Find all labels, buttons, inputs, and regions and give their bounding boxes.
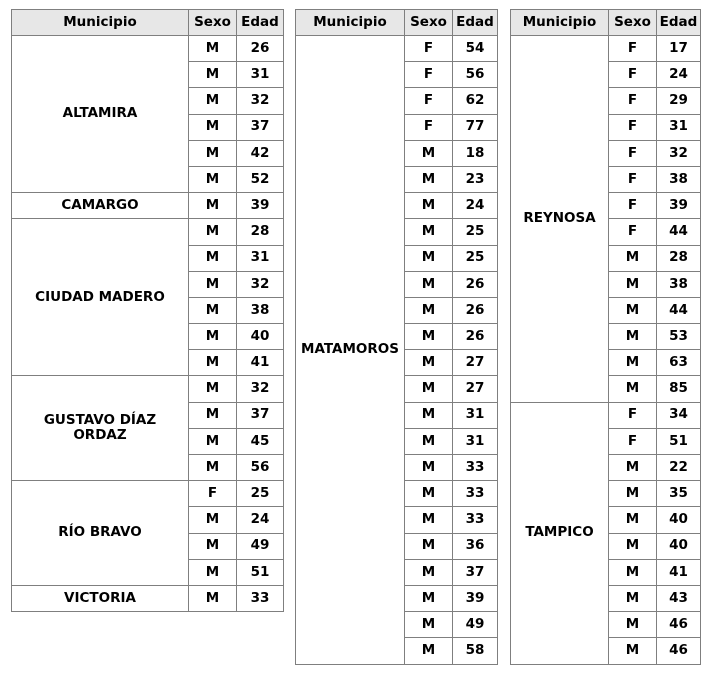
table-row (12, 585, 284, 611)
sexo-cell: M (405, 559, 453, 585)
sexo-cell: M (405, 193, 453, 219)
sexo-cell: M (189, 36, 237, 62)
edad-cell: 26 (453, 324, 498, 350)
table-row (12, 219, 284, 245)
edad-cell: 39 (453, 585, 498, 611)
edad-cell: 41 (657, 559, 701, 585)
sexo-cell: F (405, 62, 453, 88)
edad-cell: 37 (453, 559, 498, 585)
sexo-cell: M (189, 559, 237, 585)
sexo-cell: M (405, 455, 453, 481)
table-row (12, 36, 284, 62)
sexo-cell: F (609, 166, 657, 192)
sexo-cell: M (189, 140, 237, 166)
sexo-cell: M (189, 297, 237, 323)
sexo-cell: F (609, 219, 657, 245)
edad-cell: 31 (237, 245, 284, 271)
sexo-cell: M (405, 428, 453, 454)
sexo-cell: M (405, 402, 453, 428)
sexo-cell: M (609, 585, 657, 611)
sexo-cell: M (609, 559, 657, 585)
sexo-cell: M (405, 350, 453, 376)
sexo-cell: M (609, 245, 657, 271)
sexo-cell: M (609, 324, 657, 350)
header-edad: Edad (237, 10, 284, 36)
edad-cell: 51 (237, 559, 284, 585)
edad-cell: 27 (453, 350, 498, 376)
municipio-cell: RÍO BRAVO (12, 481, 189, 586)
sexo-cell: M (189, 428, 237, 454)
sexo-cell: F (405, 36, 453, 62)
sexo-cell: M (609, 350, 657, 376)
header-municipio: Municipio (12, 10, 189, 36)
edad-cell: 42 (237, 140, 284, 166)
edad-cell: 41 (237, 350, 284, 376)
edad-cell: 32 (237, 271, 284, 297)
sexo-cell: M (189, 533, 237, 559)
municipio-cell: TAMPICO (511, 402, 609, 664)
sexo-cell: F (609, 193, 657, 219)
edad-cell: 32 (237, 88, 284, 114)
sexo-cell: F (609, 36, 657, 62)
sexo-cell: M (405, 612, 453, 638)
edad-cell: 28 (657, 245, 701, 271)
edad-cell: 36 (453, 533, 498, 559)
edad-cell: 32 (657, 140, 701, 166)
edad-cell: 23 (453, 166, 498, 192)
header-sexo: Sexo (609, 10, 657, 36)
sexo-cell: F (609, 62, 657, 88)
sexo-cell: M (405, 297, 453, 323)
sexo-cell: M (405, 219, 453, 245)
edad-cell: 63 (657, 350, 701, 376)
sexo-cell: F (405, 88, 453, 114)
edad-cell: 44 (657, 297, 701, 323)
edad-cell: 62 (453, 88, 498, 114)
edad-cell: 46 (657, 612, 701, 638)
edad-cell: 51 (657, 428, 701, 454)
edad-cell: 54 (453, 36, 498, 62)
sexo-cell: M (189, 402, 237, 428)
sexo-cell: M (189, 245, 237, 271)
header-municipio: Municipio (511, 10, 609, 36)
edad-cell: 18 (453, 140, 498, 166)
edad-cell: 28 (237, 219, 284, 245)
edad-cell: 29 (657, 88, 701, 114)
edad-cell: 49 (453, 612, 498, 638)
edad-cell: 40 (657, 533, 701, 559)
edad-cell: 33 (453, 481, 498, 507)
edad-cell: 24 (657, 62, 701, 88)
header-row (12, 10, 284, 36)
edad-cell: 40 (657, 507, 701, 533)
municipio-cell: VICTORIA (12, 585, 189, 611)
edad-cell: 53 (657, 324, 701, 350)
header-row (511, 10, 701, 36)
header-edad: Edad (657, 10, 701, 36)
table-row (12, 481, 284, 507)
sexo-cell: M (405, 271, 453, 297)
sexo-cell: M (609, 507, 657, 533)
sexo-cell: F (609, 402, 657, 428)
sexo-cell: M (405, 585, 453, 611)
edad-cell: 31 (657, 114, 701, 140)
sexo-cell: F (189, 481, 237, 507)
edad-cell: 24 (453, 193, 498, 219)
municipio-table-1 (11, 9, 284, 612)
sexo-cell: M (189, 376, 237, 402)
edad-cell: 31 (237, 62, 284, 88)
municipio-cell: MATAMOROS (296, 36, 405, 665)
edad-cell: 33 (453, 507, 498, 533)
sexo-cell: M (189, 324, 237, 350)
table-row (511, 402, 701, 428)
edad-cell: 33 (237, 585, 284, 611)
sexo-cell: M (405, 638, 453, 664)
sexo-cell: M (405, 166, 453, 192)
edad-cell: 32 (237, 376, 284, 402)
sexo-cell: M (189, 585, 237, 611)
sexo-cell: F (609, 140, 657, 166)
sexo-cell: M (189, 455, 237, 481)
edad-cell: 27 (453, 376, 498, 402)
table-row (12, 193, 284, 219)
edad-cell: 22 (657, 455, 701, 481)
edad-cell: 38 (657, 166, 701, 192)
header-municipio: Municipio (296, 10, 405, 36)
edad-cell: 38 (657, 271, 701, 297)
edad-cell: 25 (453, 245, 498, 271)
edad-cell: 46 (657, 638, 701, 664)
sexo-cell: M (609, 297, 657, 323)
sexo-cell: M (405, 140, 453, 166)
sexo-cell: M (405, 245, 453, 271)
edad-cell: 52 (237, 166, 284, 192)
sexo-cell: M (405, 481, 453, 507)
table-row (12, 376, 284, 402)
edad-cell: 43 (657, 585, 701, 611)
sexo-cell: M (609, 638, 657, 664)
edad-cell: 40 (237, 324, 284, 350)
sexo-cell: F (405, 114, 453, 140)
edad-cell: 33 (453, 455, 498, 481)
edad-cell: 37 (237, 114, 284, 140)
municipio-cell: GUSTAVO DÍAZ ORDAZ (12, 376, 189, 481)
sexo-cell: F (609, 114, 657, 140)
sexo-cell: M (609, 376, 657, 402)
header-sexo: Sexo (405, 10, 453, 36)
sexo-cell: M (189, 166, 237, 192)
edad-cell: 58 (453, 638, 498, 664)
header-row (296, 10, 498, 36)
edad-cell: 85 (657, 376, 701, 402)
sexo-cell: M (189, 350, 237, 376)
edad-cell: 56 (237, 455, 284, 481)
header-sexo: Sexo (189, 10, 237, 36)
sexo-cell: M (609, 533, 657, 559)
edad-cell: 17 (657, 36, 701, 62)
edad-cell: 77 (453, 114, 498, 140)
municipio-table-2 (295, 9, 498, 665)
edad-cell: 31 (453, 402, 498, 428)
edad-cell: 26 (453, 271, 498, 297)
sexo-cell: M (189, 193, 237, 219)
municipio-cell: CAMARGO (12, 193, 189, 219)
edad-cell: 34 (657, 402, 701, 428)
sexo-cell: M (189, 114, 237, 140)
sexo-cell: M (609, 481, 657, 507)
sexo-cell: M (189, 219, 237, 245)
municipio-table-3 (510, 9, 701, 665)
edad-cell: 24 (237, 507, 284, 533)
header-edad: Edad (453, 10, 498, 36)
sexo-cell: M (405, 324, 453, 350)
sexo-cell: M (405, 376, 453, 402)
edad-cell: 45 (237, 428, 284, 454)
sexo-cell: M (609, 455, 657, 481)
edad-cell: 25 (237, 481, 284, 507)
edad-cell: 25 (453, 219, 498, 245)
edad-cell: 49 (237, 533, 284, 559)
table-row (511, 36, 701, 62)
sexo-cell: M (189, 271, 237, 297)
sexo-cell: M (609, 612, 657, 638)
sexo-cell: F (609, 88, 657, 114)
edad-cell: 38 (237, 297, 284, 323)
edad-cell: 35 (657, 481, 701, 507)
edad-cell: 56 (453, 62, 498, 88)
sexo-cell: M (405, 533, 453, 559)
sexo-cell: M (609, 271, 657, 297)
sexo-cell: F (609, 428, 657, 454)
municipio-cell: REYNOSA (511, 36, 609, 403)
municipio-cell: ALTAMIRA (12, 36, 189, 193)
edad-cell: 39 (237, 193, 284, 219)
edad-cell: 31 (453, 428, 498, 454)
municipio-cell: CIUDAD MADERO (12, 219, 189, 376)
edad-cell: 37 (237, 402, 284, 428)
sexo-cell: M (189, 88, 237, 114)
sexo-cell: M (189, 62, 237, 88)
table-row (296, 36, 498, 62)
edad-cell: 26 (237, 36, 284, 62)
edad-cell: 44 (657, 219, 701, 245)
edad-cell: 39 (657, 193, 701, 219)
sexo-cell: M (189, 507, 237, 533)
edad-cell: 26 (453, 297, 498, 323)
sexo-cell: M (405, 507, 453, 533)
